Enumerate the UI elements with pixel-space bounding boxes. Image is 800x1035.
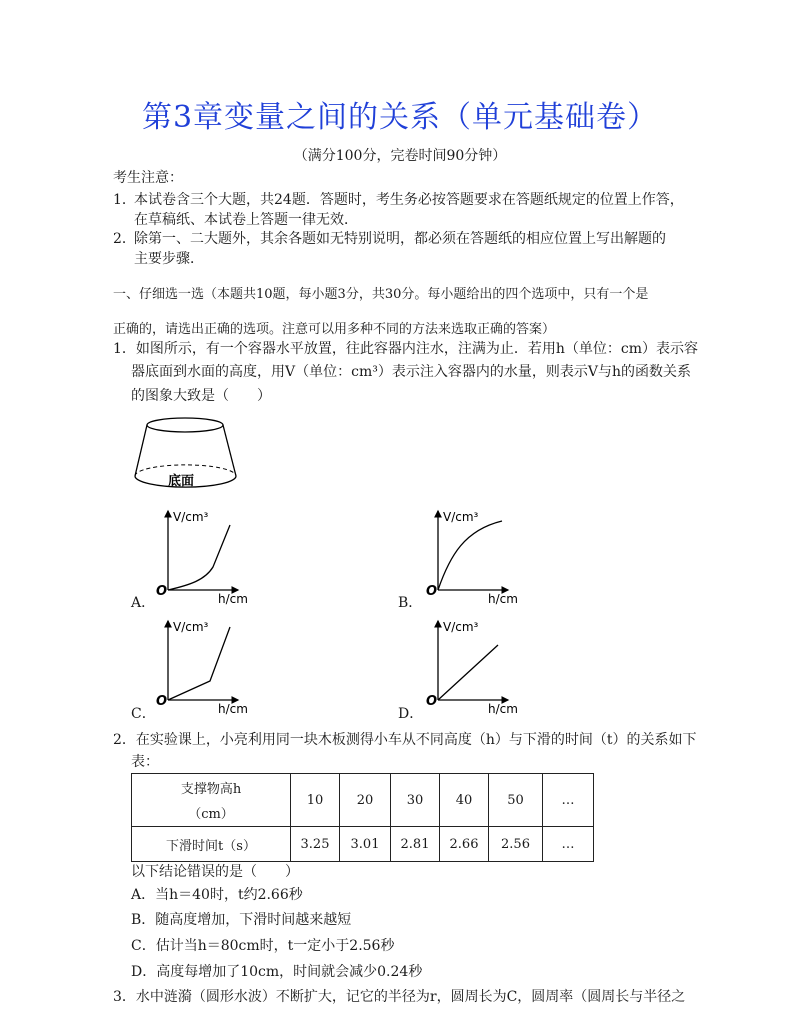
q3-stem-line1: 3．水中涟漪（圆形水波）不断扩大，记它的半径为r，圆周长为C，圆周率（圆周长与半径之 xyxy=(113,989,686,1005)
graph-c-origin: O xyxy=(156,694,168,709)
graph-a-origin: O xyxy=(156,584,168,599)
graph-a xyxy=(150,505,265,605)
notice-item-1-line1: 本试卷含三个大题，共24题．答题时，考生务必按答题要求在答题纸规定的位置上作答， xyxy=(134,192,684,208)
q1-stem-line3: 的图象大致是（ ） xyxy=(131,388,271,404)
table-header-height xyxy=(132,774,291,827)
graph-b-origin: O xyxy=(426,584,438,599)
graph-b xyxy=(420,505,535,605)
container-figure xyxy=(128,412,243,494)
notice-heading: 考生注意： xyxy=(113,170,183,186)
graph-d xyxy=(420,615,535,715)
graph-c xyxy=(150,615,265,715)
page-title: 第3章变量之间的关系（单元基础卷） xyxy=(141,100,659,135)
table-cell: 50 xyxy=(489,774,543,827)
notice-item-2-line1: 除第一、二大题外，其余各题如无特别说明，都必须在答题纸的相应位置上写出解题的 xyxy=(134,231,666,247)
table-row xyxy=(132,774,594,827)
table-header-height-label: 支撑物高h xyxy=(180,782,242,797)
q2-stem-line2: 表： xyxy=(131,754,159,770)
exam-subtitle: （满分100分，完卷时间90分钟） xyxy=(293,148,507,164)
table-cell: 2.66 xyxy=(440,827,489,862)
section1-instruction-line2: 正确的，请选出正确的选项。注意可以用多种不同的方法来选取正确的答案） xyxy=(113,322,556,337)
graph-b-curve xyxy=(438,521,502,590)
graph-b-y-label: V/cm³ xyxy=(443,510,479,524)
table-cell: 3.01 xyxy=(340,827,391,862)
q2-choice-b[interactable]: B．随高度增加，下滑时间越来越短 xyxy=(131,912,352,928)
option-b-label[interactable]: B． xyxy=(398,595,423,611)
table-row xyxy=(132,827,594,862)
table-cell: 10 xyxy=(291,774,340,827)
table-cell: 3.25 xyxy=(291,827,340,862)
section1-instruction-line1: 一、仔细选一选（本题共10题，每小题3分，共30分。每小题给出的四个选项中，只有一个是 xyxy=(113,287,649,302)
q1-stem-line1: 1．如图所示，有一个容器水平放置，往此容器内注水，注满为止．若用h（单位：cm）表示容 xyxy=(113,341,699,357)
graph-c-curve xyxy=(168,627,230,700)
table-cell: 2.81 xyxy=(391,827,440,862)
option-d-label[interactable]: D． xyxy=(398,706,424,722)
table-cell: … xyxy=(543,774,594,827)
table-cell: 30 xyxy=(391,774,440,827)
container-base-label: 底面 xyxy=(168,474,195,489)
graph-a-curve xyxy=(168,525,230,590)
q2-stem-line1: 2．在实验课上，小亮利用同一块木板测得小车从不同高度（h）与下滑的时间（t）的关系如下 xyxy=(113,732,697,748)
table-cell: … xyxy=(543,827,594,862)
notice-item-1-num: 1． xyxy=(113,192,136,208)
graph-a-x-label: h/cm xyxy=(218,592,248,606)
option-c-label[interactable]: C． xyxy=(131,706,156,722)
table-header-time: 下滑时间t（s） xyxy=(132,827,291,862)
q2-choice-a[interactable]: A．当h＝40时，t约2.66秒 xyxy=(131,887,303,903)
graph-b-x-label: h/cm xyxy=(488,592,518,606)
graph-a-y-label: V/cm³ xyxy=(173,510,209,524)
graph-d-origin: O xyxy=(426,694,438,709)
q2-choice-d[interactable]: D．高度每增加了10cm，时间就会减少0.24秒 xyxy=(131,964,423,980)
graph-d-x-label: h/cm xyxy=(488,702,518,716)
option-a-label[interactable]: A． xyxy=(131,595,156,611)
graph-c-y-label: V/cm³ xyxy=(173,620,209,634)
notice-item-2-line2: 主要步骤． xyxy=(134,251,204,267)
q1-stem-line2: 器底面到水面的高度，用V（单位：cm³）表示注入容器内的水量，则表示V与h的函数关系 xyxy=(131,364,691,380)
graph-c-x-label: h/cm xyxy=(218,702,248,716)
notice-item-1-line2: 在草稿纸、本试卷上答题一律无效． xyxy=(134,212,358,228)
q2-choice-c[interactable]: C．估计当h＝80cm时，t一定小于2.56秒 xyxy=(131,938,395,954)
table-cell: 40 xyxy=(440,774,489,827)
table-cell: 20 xyxy=(340,774,391,827)
table-header-height-unit: （cm） xyxy=(188,807,234,822)
q2-prompt: 以下结论错误的是（ ） xyxy=(131,864,299,880)
graph-d-curve xyxy=(438,645,498,700)
q2-data-table xyxy=(131,773,594,862)
graph-d-y-label: V/cm³ xyxy=(443,620,479,634)
table-cell: 2.56 xyxy=(489,827,543,862)
notice-item-2-num: 2． xyxy=(113,231,136,247)
